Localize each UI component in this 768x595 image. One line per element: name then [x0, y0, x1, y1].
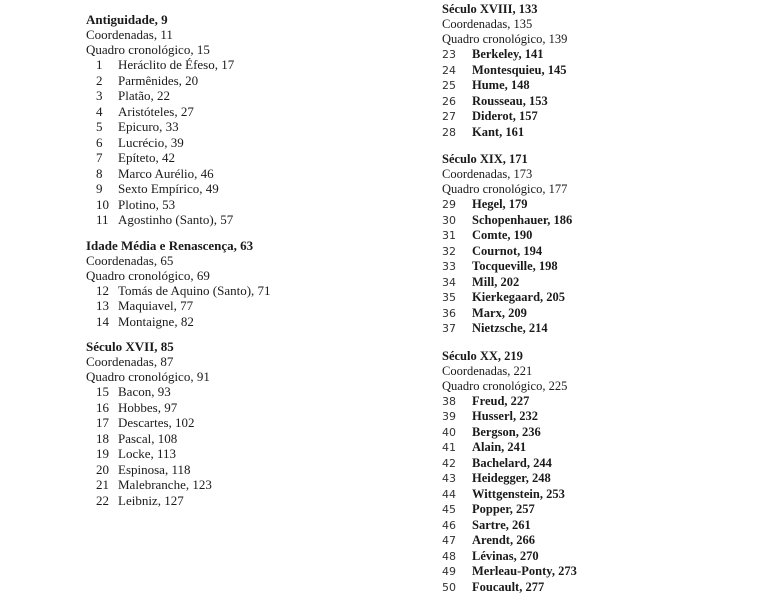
- toc-entry: [442, 109, 762, 125]
- entry-title: Lucrécio, 39: [118, 135, 184, 151]
- toc-section: [86, 238, 406, 330]
- entry-title: Merleau-Ponty, 273: [472, 564, 577, 580]
- entry-number: 33: [442, 259, 472, 275]
- entry-number: 39: [442, 409, 472, 425]
- entry-title: Locke, 113: [118, 446, 176, 462]
- entry-title: Maquiavel, 77: [118, 298, 193, 314]
- toc-entry: [86, 88, 406, 104]
- entry-title: Lévinas, 270: [472, 549, 539, 565]
- entry-number: 40: [442, 425, 472, 441]
- toc-entry: [86, 298, 406, 314]
- section-subentry: Quadro cronológico, 225: [442, 379, 762, 394]
- entry-number: 45: [442, 502, 472, 518]
- entry-title: Espinosa, 118: [118, 462, 190, 478]
- entry-title: Berkeley, 141: [472, 47, 544, 63]
- toc-entry: [86, 314, 406, 330]
- entry-title: Foucault, 277: [472, 580, 544, 595]
- entry-number: 8: [86, 166, 118, 182]
- toc-entry: [442, 94, 762, 110]
- entry-title: Descartes, 102: [118, 415, 195, 431]
- entry-title: Hegel, 179: [472, 197, 528, 213]
- entry-number: 34: [442, 275, 472, 291]
- entry-title: Agostinho (Santo), 57: [118, 212, 233, 228]
- toc-column-right: [442, 2, 762, 595]
- entry-number: 21: [86, 477, 118, 493]
- toc-entry: [86, 135, 406, 151]
- section-subentry: Coordenadas, 173: [442, 167, 762, 182]
- entry-number: 25: [442, 78, 472, 94]
- entry-title: Arendt, 266: [472, 533, 535, 549]
- toc-entry: [442, 213, 762, 229]
- toc-entry: [86, 212, 406, 228]
- entry-number: 49: [442, 564, 472, 580]
- entry-title: Rousseau, 153: [472, 94, 548, 110]
- toc-entry: [442, 487, 762, 503]
- toc-entry: [86, 197, 406, 213]
- section-subentry: Quadro cronológico, 69: [86, 268, 406, 283]
- entry-title: Tocqueville, 198: [472, 259, 558, 275]
- entry-title: Sexto Empírico, 49: [118, 181, 219, 197]
- entry-title: Platão, 22: [118, 88, 170, 104]
- entry-number: 27: [442, 109, 472, 125]
- section-heading: Século XVII, 85: [86, 339, 406, 354]
- section-subentry: Coordenadas, 135: [442, 17, 762, 32]
- toc-entry: [442, 518, 762, 534]
- entry-number: 19: [86, 446, 118, 462]
- entry-title: Plotino, 53: [118, 197, 175, 213]
- entry-title: Kant, 161: [472, 125, 524, 141]
- toc-entry: [86, 283, 406, 299]
- entry-number: 3: [86, 88, 118, 104]
- entry-title: Alain, 241: [472, 440, 526, 456]
- entry-number: 13: [86, 298, 118, 314]
- toc-entry: [442, 244, 762, 260]
- toc-entry: [442, 549, 762, 565]
- entry-number: 14: [86, 314, 118, 330]
- entry-number: 6: [86, 135, 118, 151]
- section-subentry: Coordenadas, 65: [86, 253, 406, 268]
- entry-number: 12: [86, 283, 118, 299]
- entry-number: 26: [442, 94, 472, 110]
- entry-title: Pascal, 108: [118, 431, 177, 447]
- toc-section: [442, 2, 762, 140]
- toc-entry: [442, 78, 762, 94]
- toc-entry: [442, 394, 762, 410]
- section-subentry: Quadro cronológico, 91: [86, 369, 406, 384]
- entry-number: 7: [86, 150, 118, 166]
- section-heading: Século XX, 219: [442, 349, 762, 364]
- toc-section: [86, 12, 406, 228]
- entry-title: Malebranche, 123: [118, 477, 212, 493]
- entry-number: 1: [86, 57, 118, 73]
- entry-title: Bacon, 93: [118, 384, 171, 400]
- toc-entry: [442, 502, 762, 518]
- entry-title: Husserl, 232: [472, 409, 538, 425]
- entry-title: Marco Aurélio, 46: [118, 166, 214, 182]
- entry-number: 23: [442, 47, 472, 63]
- entry-title: Montesquieu, 145: [472, 63, 566, 79]
- entry-number: 47: [442, 533, 472, 549]
- entry-number: 15: [86, 384, 118, 400]
- entry-number: 36: [442, 306, 472, 322]
- entry-number: 46: [442, 518, 472, 534]
- entry-number: 29: [442, 197, 472, 213]
- toc-entry: [442, 290, 762, 306]
- entry-number: 17: [86, 415, 118, 431]
- section-subentry: Quadro cronológico, 15: [86, 42, 406, 57]
- section-heading: Antiguidade, 9: [86, 12, 406, 27]
- entry-number: 43: [442, 471, 472, 487]
- section-subentry: Coordenadas, 221: [442, 364, 762, 379]
- entry-title: Cournot, 194: [472, 244, 542, 260]
- toc-entry: [86, 181, 406, 197]
- entry-title: Epíteto, 42: [118, 150, 175, 166]
- entry-number: 48: [442, 549, 472, 565]
- entry-number: 42: [442, 456, 472, 472]
- entry-title: Popper, 257: [472, 502, 535, 518]
- entry-title: Kierkegaard, 205: [472, 290, 565, 306]
- entry-number: 44: [442, 487, 472, 503]
- toc-entry: [442, 63, 762, 79]
- toc-section: [442, 349, 762, 595]
- toc-entry: [442, 533, 762, 549]
- toc-entry: [442, 456, 762, 472]
- entry-title: Aristóteles, 27: [118, 104, 194, 120]
- entry-title: Heráclito de Éfeso, 17: [118, 57, 234, 73]
- toc-entry: [442, 471, 762, 487]
- toc-entry: [86, 415, 406, 431]
- entry-title: Leibniz, 127: [118, 493, 184, 509]
- toc-entry: [86, 73, 406, 89]
- entry-number: 18: [86, 431, 118, 447]
- toc-entry: [86, 57, 406, 73]
- toc-entry: [86, 400, 406, 416]
- entry-title: Bachelard, 244: [472, 456, 552, 472]
- entry-number: 10: [86, 197, 118, 213]
- toc-entry: [86, 104, 406, 120]
- toc-entry: [442, 228, 762, 244]
- entry-title: Mill, 202: [472, 275, 519, 291]
- entry-title: Tomás de Aquino (Santo), 71: [118, 283, 271, 299]
- entry-title: Montaigne, 82: [118, 314, 194, 330]
- entry-number: 35: [442, 290, 472, 306]
- entry-number: 38: [442, 394, 472, 410]
- toc-entry: [86, 446, 406, 462]
- entry-title: Heidegger, 248: [472, 471, 551, 487]
- entry-title: Nietzsche, 214: [472, 321, 548, 337]
- toc-entry: [442, 564, 762, 580]
- entry-number: 24: [442, 63, 472, 79]
- entry-number: 31: [442, 228, 472, 244]
- toc-entry: [442, 321, 762, 337]
- section-subentry: Coordenadas, 11: [86, 27, 406, 42]
- toc-entry: [86, 384, 406, 400]
- entry-title: Marx, 209: [472, 306, 527, 322]
- toc-entry: [442, 306, 762, 322]
- toc-entry: [442, 125, 762, 141]
- entry-number: 2: [86, 73, 118, 89]
- entry-title: Hume, 148: [472, 78, 530, 94]
- entry-number: 11: [86, 212, 118, 228]
- entry-number: 22: [86, 493, 118, 509]
- entry-number: 32: [442, 244, 472, 260]
- entry-title: Sartre, 261: [472, 518, 531, 534]
- entry-number: 4: [86, 104, 118, 120]
- section-subentry: Coordenadas, 87: [86, 354, 406, 369]
- section-heading: Século XIX, 171: [442, 152, 762, 167]
- entry-title: Freud, 227: [472, 394, 529, 410]
- section-subentry: Quadro cronológico, 177: [442, 182, 762, 197]
- toc-entry: [442, 197, 762, 213]
- entry-title: Parmênides, 20: [118, 73, 198, 89]
- section-subentry: Quadro cronológico, 139: [442, 32, 762, 47]
- section-heading: Idade Média e Renascença, 63: [86, 238, 406, 253]
- entry-title: Hobbes, 97: [118, 400, 177, 416]
- toc-entry: [442, 440, 762, 456]
- entry-number: 20: [86, 462, 118, 478]
- entry-number: 9: [86, 181, 118, 197]
- section-heading: Século XVIII, 133: [442, 2, 762, 17]
- toc-entry: [86, 431, 406, 447]
- entry-number: 50: [442, 580, 472, 595]
- entry-number: 28: [442, 125, 472, 141]
- toc-section: [442, 152, 762, 337]
- entry-title: Comte, 190: [472, 228, 532, 244]
- entry-title: Epicuro, 33: [118, 119, 179, 135]
- toc-entry: [442, 580, 762, 595]
- entry-number: 30: [442, 213, 472, 229]
- entry-title: Schopenhauer, 186: [472, 213, 572, 229]
- entry-title: Diderot, 157: [472, 109, 538, 125]
- entry-title: Wittgenstein, 253: [472, 487, 565, 503]
- toc-entry: [442, 409, 762, 425]
- toc-entry: [442, 275, 762, 291]
- entry-number: 37: [442, 321, 472, 337]
- toc-entry: [442, 47, 762, 63]
- toc-entry: [442, 259, 762, 275]
- toc-entry: [86, 119, 406, 135]
- toc-entry: [86, 477, 406, 493]
- toc-column-left: [86, 12, 406, 508]
- toc-entry: [86, 493, 406, 509]
- toc-entry: [442, 425, 762, 441]
- entry-title: Bergson, 236: [472, 425, 541, 441]
- toc-section: [86, 339, 406, 508]
- toc-entry: [86, 166, 406, 182]
- entry-number: 41: [442, 440, 472, 456]
- toc-entry: [86, 150, 406, 166]
- entry-number: 5: [86, 119, 118, 135]
- toc-entry: [86, 462, 406, 478]
- entry-number: 16: [86, 400, 118, 416]
